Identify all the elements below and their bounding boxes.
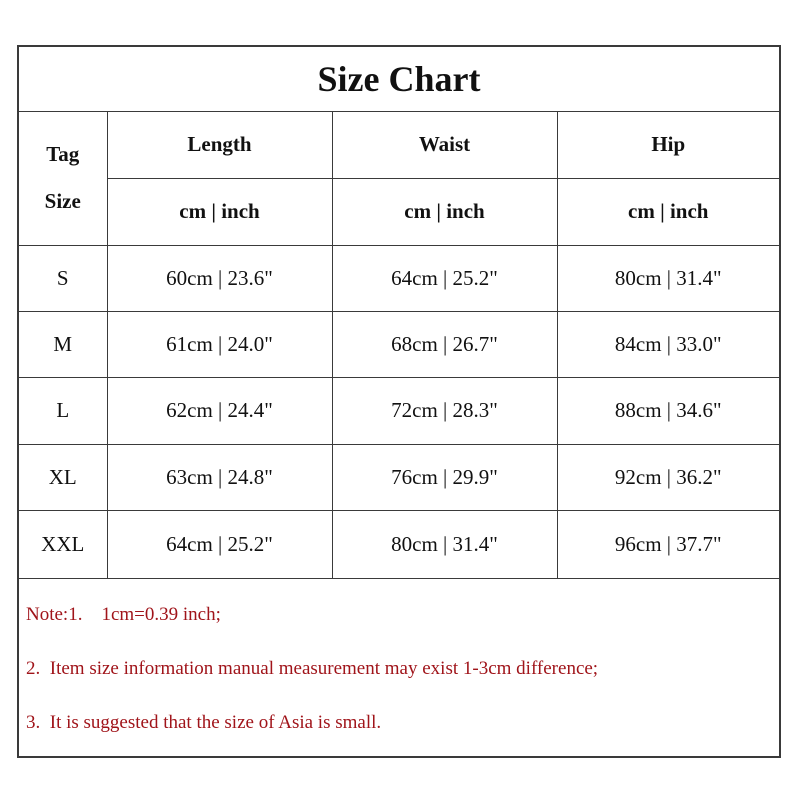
table-row: [19, 245, 779, 311]
hip-cell: 80cm | 31.4": [557, 245, 779, 311]
size-cell: XXL: [19, 510, 107, 578]
table-row: [19, 311, 779, 377]
hip-cell: 92cm | 36.2": [557, 444, 779, 510]
size-cell: XL: [19, 444, 107, 510]
size-cell: M: [19, 311, 107, 377]
length-cell: 63cm | 24.8": [107, 444, 332, 510]
tag-size-header: [19, 112, 107, 245]
chart-title: Size Chart: [19, 47, 779, 112]
size-table: [19, 112, 779, 579]
notes-section: [19, 578, 779, 758]
note-3: 3. It is suggested that the size of Asia is small.: [26, 712, 382, 733]
waist-cell: 80cm | 31.4": [332, 510, 557, 578]
waist-header: Waist: [332, 112, 557, 178]
table-row: [19, 377, 779, 444]
waist-cell: 76cm | 29.9": [332, 444, 557, 510]
length-cell: 64cm | 25.2": [107, 510, 332, 578]
length-units: cm | inch: [107, 178, 332, 245]
waist-cell: 68cm | 26.7": [332, 311, 557, 377]
size-cell: S: [19, 245, 107, 311]
size-cell: L: [19, 377, 107, 444]
length-cell: 60cm | 23.6": [107, 245, 332, 311]
hip-header: Hip: [557, 112, 779, 178]
waist-cell: 72cm | 28.3": [332, 377, 557, 444]
hip-cell: 84cm | 33.0": [557, 311, 779, 377]
size-chart-frame: [17, 45, 781, 758]
table-row: [19, 510, 779, 578]
hip-cell: 96cm | 37.7": [557, 510, 779, 578]
waist-cell: 64cm | 25.2": [332, 245, 557, 311]
length-cell: 62cm | 24.4": [107, 377, 332, 444]
size-label: Size: [44, 189, 81, 214]
note-1: Note:1. 1cm=0.39 inch;: [26, 604, 221, 625]
hip-units: cm | inch: [557, 178, 779, 245]
note-2: 2. Item size information manual measurement may exist 1-3cm difference;: [26, 658, 599, 679]
tag-label: Tag: [46, 142, 80, 167]
units-row: [19, 178, 779, 245]
length-cell: 61cm | 24.0": [107, 311, 332, 377]
table-row: [19, 444, 779, 510]
length-header: Length: [107, 112, 332, 178]
header-row: [19, 112, 779, 178]
hip-cell: 88cm | 34.6": [557, 377, 779, 444]
waist-units: cm | inch: [332, 178, 557, 245]
